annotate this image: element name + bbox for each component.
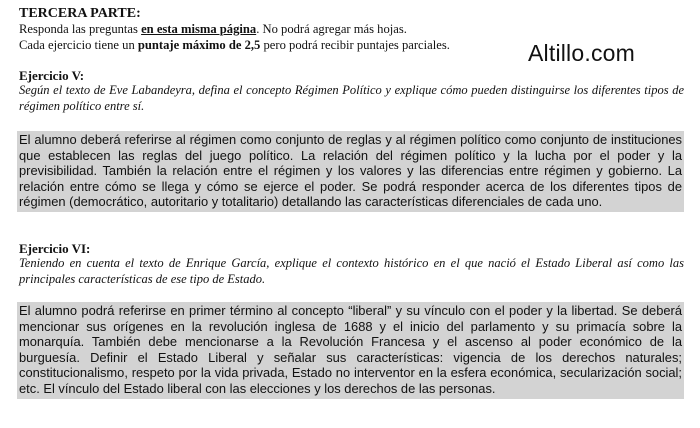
exercise-5-header xyxy=(19,68,684,114)
instruction-text: Responda las preguntas xyxy=(19,22,142,36)
instruction-text: . No podrá agregar más hojas. xyxy=(256,22,407,36)
exercise-6-answer: El alumno podrá referirse en primer término al concepto “liberal” y su vínculo con el poder y la libertad. Se deberá mencionar sus orígenes en la revolución inglesa de 1688 y el inicio del parlamento y su primacía sobre la monarquía. También debe mencionarse a la Revolución Francesa y el ascenso al poder económico de la burguesía. Definir el Estado Liberal y señalar sus características: vigencia de los derechos naturales; constitucionalismo, respeto por la vida privada, Estado no interventor en la esfera económica, secularización social; etc. El vínculo del Estado liberal con las elecciones y los derechos de las personas. xyxy=(17,302,684,399)
exercise-5-answer: El alumno deberá referirse al régimen como conjunto de reglas y al régimen político como conjunto de instituciones que establecen las reglas del juego político. La relación del régimen político y la lucha por el poder y la previsibilidad. También la relación entre el régimen y los valores y las diferencias entre régimen y gobierno. La relación entre cómo se llega y cómo se ejerce el poder. Se podrá responder acerca de los diferentes tipos de régimen (democrático, autoritario y totalitario) detallando las características diferenciales de cada uno. xyxy=(17,131,684,212)
exercise-title: Ejercicio V: xyxy=(19,68,85,83)
instruction-text: pero podrá recibir puntajes parciales. xyxy=(260,37,450,52)
exercise-6-header xyxy=(19,241,684,287)
exercise-question: Teniendo en cuenta el texto de Enrique García, explique el contexto histórico en el que nació el Estado Liberal así como las principales características de ese tipo de Estado. xyxy=(19,256,684,286)
watermark-logo: Altillo.com xyxy=(528,40,636,66)
instruction-text: Cada ejercicio tiene un xyxy=(19,37,138,52)
instruction-emphasis: puntaje máximo de 2,5 xyxy=(137,37,261,52)
instruction-line-1 xyxy=(19,22,679,38)
section-title: TERCERA PARTE: xyxy=(19,6,141,21)
exercise-question: Según el texto de Eve Labandeyra, defina el concepto Régimen Político y explique cómo pueden distinguirse los diferentes tipos de régimen político entre sí. xyxy=(19,83,684,113)
instruction-emphasis: en esta misma página xyxy=(141,22,257,36)
exercise-title: Ejercicio VI: xyxy=(19,241,91,256)
